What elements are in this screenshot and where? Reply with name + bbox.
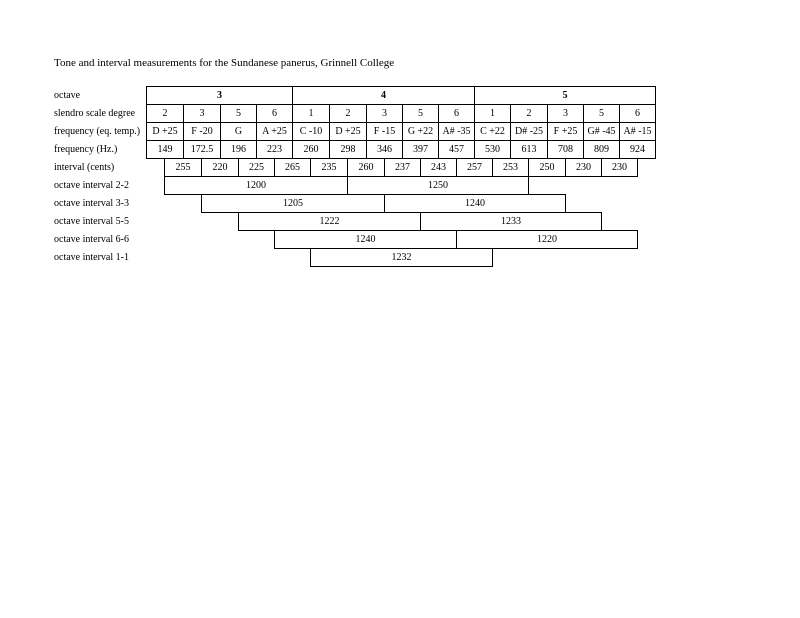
- hz-cell: 613: [510, 140, 548, 159]
- row-label-frequency-eq-temp: frequency (eq. temp.): [54, 126, 141, 137]
- degree-cell: 5: [220, 104, 257, 123]
- interval-cell: 230: [565, 158, 602, 177]
- row-label-slendro-scale-degree: slendro scale degree: [54, 108, 136, 119]
- octave-cell: 5: [474, 86, 656, 105]
- row-label-octave-interval-2-2: octave interval 2-2: [54, 180, 129, 191]
- interval-cell: 257: [456, 158, 493, 177]
- interval-cell: 255: [164, 158, 202, 177]
- octave-interval-6-6-cell: 1240: [274, 230, 457, 249]
- degree-cell: 1: [292, 104, 330, 123]
- degree-cell: 5: [402, 104, 439, 123]
- eqtemp-cell: A +25: [256, 122, 293, 141]
- eqtemp-cell: D +25: [146, 122, 184, 141]
- eqtemp-cell: A# -35: [438, 122, 475, 141]
- degree-cell: 2: [329, 104, 367, 123]
- hz-cell: 346: [366, 140, 403, 159]
- interval-cell: 235: [310, 158, 348, 177]
- eqtemp-cell: F -15: [366, 122, 403, 141]
- degree-cell: 1: [474, 104, 511, 123]
- hz-cell: 530: [474, 140, 511, 159]
- eqtemp-cell: D# -25: [510, 122, 548, 141]
- hz-cell: 809: [583, 140, 620, 159]
- page-title: Tone and interval measurements for the Sundanese panerus, Grinnell College: [54, 57, 395, 69]
- interval-cell: 265: [274, 158, 311, 177]
- degree-cell: 3: [547, 104, 584, 123]
- hz-cell: 708: [547, 140, 584, 159]
- octave-interval-3-3-cell: 1205: [201, 194, 385, 213]
- hz-cell: 457: [438, 140, 475, 159]
- eqtemp-cell: A# -15: [619, 122, 656, 141]
- interval-cell: 230: [601, 158, 638, 177]
- interval-cell: 237: [384, 158, 421, 177]
- hz-cell: 924: [619, 140, 656, 159]
- hz-cell: 223: [256, 140, 293, 159]
- octave-interval-5-5-cell: 1222: [238, 212, 421, 231]
- interval-cell: 225: [238, 158, 275, 177]
- interval-cell: 250: [528, 158, 566, 177]
- degree-cell: 3: [183, 104, 221, 123]
- degree-cell: 6: [619, 104, 656, 123]
- degree-cell: 6: [256, 104, 293, 123]
- row-label-interval-cents: interval (cents): [54, 162, 115, 173]
- eqtemp-cell: G +22: [402, 122, 439, 141]
- octave-interval-6-6-cell: 1220: [456, 230, 638, 249]
- eqtemp-cell: C -10: [292, 122, 330, 141]
- interval-cell: 220: [201, 158, 239, 177]
- row-label-octave-interval-1-1: octave interval 1-1: [54, 252, 129, 263]
- octave-interval-2-2-cell: 1200: [164, 176, 348, 195]
- octave-interval-3-3-cell: 1240: [384, 194, 566, 213]
- eqtemp-cell: F -20: [183, 122, 221, 141]
- hz-cell: 260: [292, 140, 330, 159]
- octave-interval-5-5-cell: 1233: [420, 212, 602, 231]
- eqtemp-cell: C +22: [474, 122, 511, 141]
- octave-cell: 4: [292, 86, 475, 105]
- hz-cell: 149: [146, 140, 184, 159]
- row-label-octave-interval-6-6: octave interval 6-6: [54, 234, 129, 245]
- eqtemp-cell: F +25: [547, 122, 584, 141]
- interval-cell: 253: [492, 158, 529, 177]
- degree-cell: 2: [146, 104, 184, 123]
- hz-cell: 196: [220, 140, 257, 159]
- octave-interval-2-2-cell: 1250: [347, 176, 529, 195]
- row-label-frequency-hz: frequency (Hz.): [54, 144, 118, 155]
- degree-cell: 6: [438, 104, 475, 123]
- interval-cell: 260: [347, 158, 385, 177]
- eqtemp-cell: D +25: [329, 122, 367, 141]
- octave-cell: 3: [146, 86, 293, 105]
- octave-interval-1-1-cell: 1232: [310, 248, 493, 267]
- degree-cell: 2: [510, 104, 548, 123]
- row-label-octave-interval-5-5: octave interval 5-5: [54, 216, 129, 227]
- hz-cell: 397: [402, 140, 439, 159]
- interval-cell: 243: [420, 158, 457, 177]
- row-label-octave: octave: [54, 90, 81, 101]
- eqtemp-cell: G: [220, 122, 257, 141]
- degree-cell: 5: [583, 104, 620, 123]
- eqtemp-cell: G# -45: [583, 122, 620, 141]
- hz-cell: 172.5: [183, 140, 221, 159]
- row-label-octave-interval-3-3: octave interval 3-3: [54, 198, 129, 209]
- hz-cell: 298: [329, 140, 367, 159]
- degree-cell: 3: [366, 104, 403, 123]
